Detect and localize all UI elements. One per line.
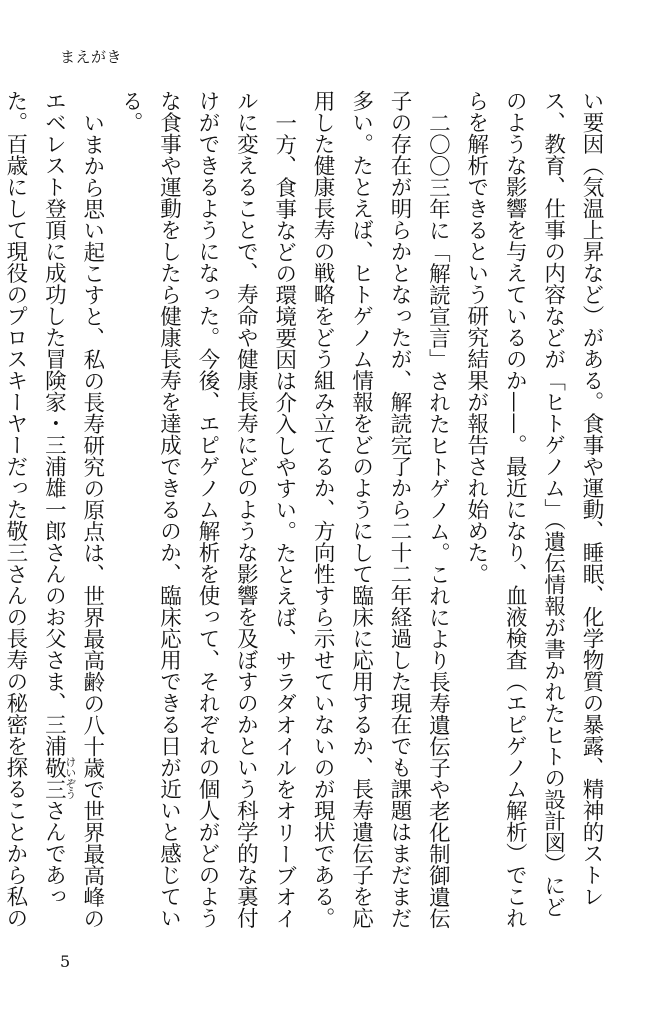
paragraph-4-text-after-ruby: さんであった。百歳にして現役のプロスキーヤーだった敬三さんの長寿の秘密を探ることから私の <box>2 90 67 929</box>
page-number: 5 <box>60 952 71 971</box>
ruby-base: 敬三 <box>41 756 67 800</box>
paragraph-2: 二〇〇三年に「解読宣言」されたヒトゲノム。これにより長寿遺伝子や老化制御遺伝子の存在が明らかとなったが、解読完了から二十二年経過した現在でも課題はまだまだ多い。たとえば、ヒトゲノム情報をどのようにして臨床に応用するか、長寿遺伝子を応用した健康長寿の戦略をどう組み立てるか、方向性すら示せていないのが現状である。 <box>310 90 451 929</box>
ruby-reading: けいぞう <box>64 756 78 800</box>
paragraph-4-text-before-ruby: いまから思い起こすと、私の長寿研究の原点は、世界最高齢の八十歳で世界最高峰のエベレスト登頂に成功した冒険家・三浦雄一郎さんのお父さま、三浦 <box>41 90 105 929</box>
paragraph-1: い要因（気温上昇など）がある。食事や運動、睡眠、化学物質の暴露、精神的ストレス、教育、仕事の内容などが「ヒトゲノム」（遺伝情報が書かれたヒトの設計図）にどのような影響を与えているのか——。最近になり、血液検査（エピゲノム解析）でこれらを解析できるという研究結果が報告され始めた。 <box>463 90 604 929</box>
paragraph-4 <box>0 90 111 930</box>
ruby-keizo <box>41 756 78 800</box>
body-text <box>2 90 610 930</box>
running-head: まえがき <box>60 48 123 66</box>
paragraph-3: 一方、食事などの環境要因は介入しやすい。たとえば、サラダオイルをオリーブオイルに変えることで、寿命や健康長寿にどのような影響を及ぼすのかという科学的な裏付けができるようになった。今後、エピゲノム解析を使って、それぞれの個人がどのような食事や運動をしたら健康長寿を達成できるのか、臨床応用できる日が近いと感じている。 <box>118 90 297 929</box>
